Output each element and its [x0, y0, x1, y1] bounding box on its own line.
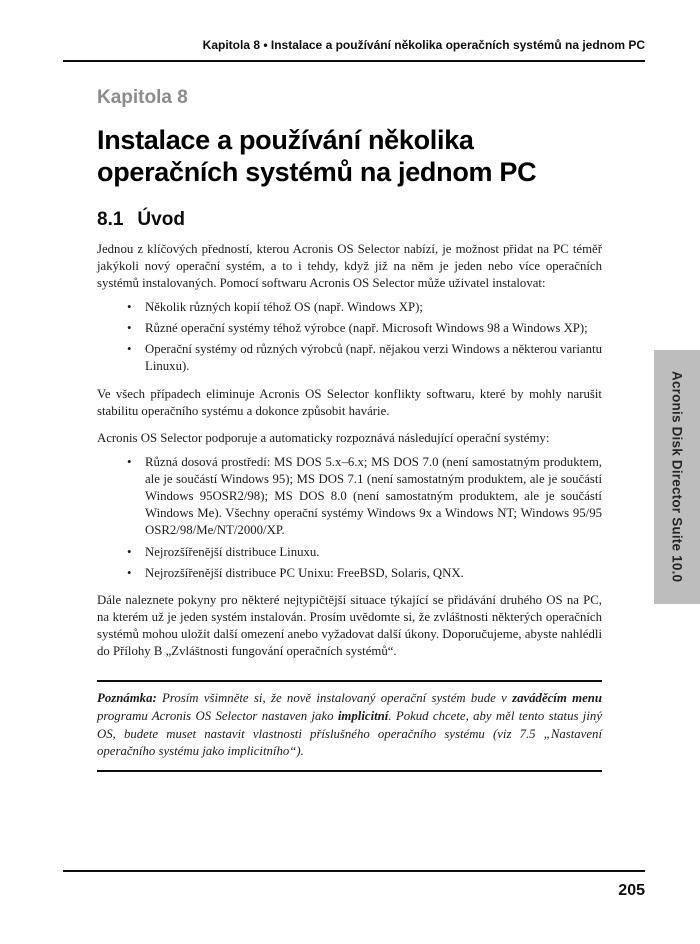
body-paragraph-3: Acronis OS Selector podporuje a automaticky rozpoznává následující operační systémy: — [97, 430, 550, 445]
note-label: Poznámka: — [97, 691, 157, 706]
chapter-title-line-1: Instalace a používání několika — [97, 124, 474, 155]
section-title: Úvod — [137, 208, 185, 230]
header-rule — [63, 60, 645, 62]
note-box — [97, 680, 602, 772]
note-bold-segment: zaváděcím menu — [512, 691, 602, 706]
bullet-item — [97, 299, 602, 316]
chapter-title-line-2: operačních systémů na jednom PC — [97, 157, 537, 188]
chapter-label: Kapitola 8 — [97, 87, 188, 108]
body-paragraph-4: Dále naleznete pokyny pro některé nejtypičtější situace týkající se přidávání druhého OS na PC, na kterém už je jeden systém instalován. Prosím uvědomte si, že zvláštnosti některých operačních systémů mohou uložit další omezení anebo vyžadovat další úkony. Doporučujeme, abyste nahlédli do Přílohy B „Zvláštnosti fungování operačních systémů“. — [97, 592, 602, 659]
running-header-text: Kapitola 8 • Instalace a používání několika operačních systémů na jednom PC — [202, 38, 645, 52]
bullet-item — [97, 454, 602, 540]
note-text-segment: . Pokud chcete, aby měl tento status jiný OS, budete muset nastavit vlastnosti příslušného operačního systému (viz 7.5 „Nastavení operačního systému jako implicitního“). — [97, 709, 602, 759]
side-tab-label: Acronis Disk Director Suite 10.0 — [669, 371, 685, 583]
bullet-item — [97, 341, 602, 375]
section-heading — [97, 209, 602, 231]
body-paragraph-2: Ve všech případech eliminuje Acronis OS Selector konflikty softwaru, které by mohly narušit stabilitu operačního systému a dokonce způsobit havárie. — [97, 386, 602, 418]
bullet-list-2 — [97, 454, 602, 582]
bullet-item-text: Nejrozšířenější distribuce Linuxu. — [145, 544, 320, 559]
page-number: 205 — [618, 882, 645, 899]
bullet-item-text: Několik různých kopií téhož OS (např. Windows XP); — [145, 299, 423, 314]
bullet-item-text: Různá dosová prostředí: MS DOS 5.x–6.x; MS DOS 7.0 (není samostatným produktem, ale je součástí Windows 95); MS DOS 7.1 (není samostatným produktem, ale je součástí Windows 95OSR2/98); MS DOS 8.0 (není samostatným produktem, ale je součástí Windows Me). Všechny operační systémy Windows 9x a Windows NT; Windows 95/95 OSR2/98/Me/NT/2000/XP. — [145, 454, 602, 538]
bullet-list-1 — [97, 299, 602, 376]
bullet-item-text: Různé operační systémy téhož výrobce (např. Microsoft Windows 98 a Windows XP); — [145, 321, 588, 336]
note-text-segment: Prosím všimněte si, že nově instalovaný operační systém bude v — [156, 691, 513, 706]
chapter-title — [97, 124, 602, 189]
bullet-item-text: Nejrozšířenější distribuce PC Unixu: FreeBSD, Solaris, QNX. — [145, 565, 464, 580]
bullet-item — [97, 565, 602, 582]
note-text-segment: programu Acronis OS Selector nastaven jako — [97, 709, 338, 724]
page-content — [97, 88, 602, 772]
bullet-item — [97, 320, 602, 337]
note-bold-segment: implicitní — [337, 709, 389, 724]
side-tab — [654, 350, 700, 604]
section-number: 8.1 — [97, 208, 124, 230]
bullet-item — [97, 544, 602, 561]
running-header — [63, 38, 645, 52]
bullet-item-text: Operační systémy od různých výrobců (např. nějakou verzi Windows a některou variantu Linuxu). — [145, 342, 602, 374]
footer-rule — [63, 870, 645, 872]
body-paragraph-1: Jednou z klíčových předností, kterou Acronis OS Selector nabízí, je možnost přidat na PC téměř jakýkoli nový operační systém, a to i tehdy, když již na něm je jeden nebo více operačních systémů instalovaných. Pomocí softwaru Acronis OS Selector může uživatel instalovat: — [97, 241, 602, 290]
